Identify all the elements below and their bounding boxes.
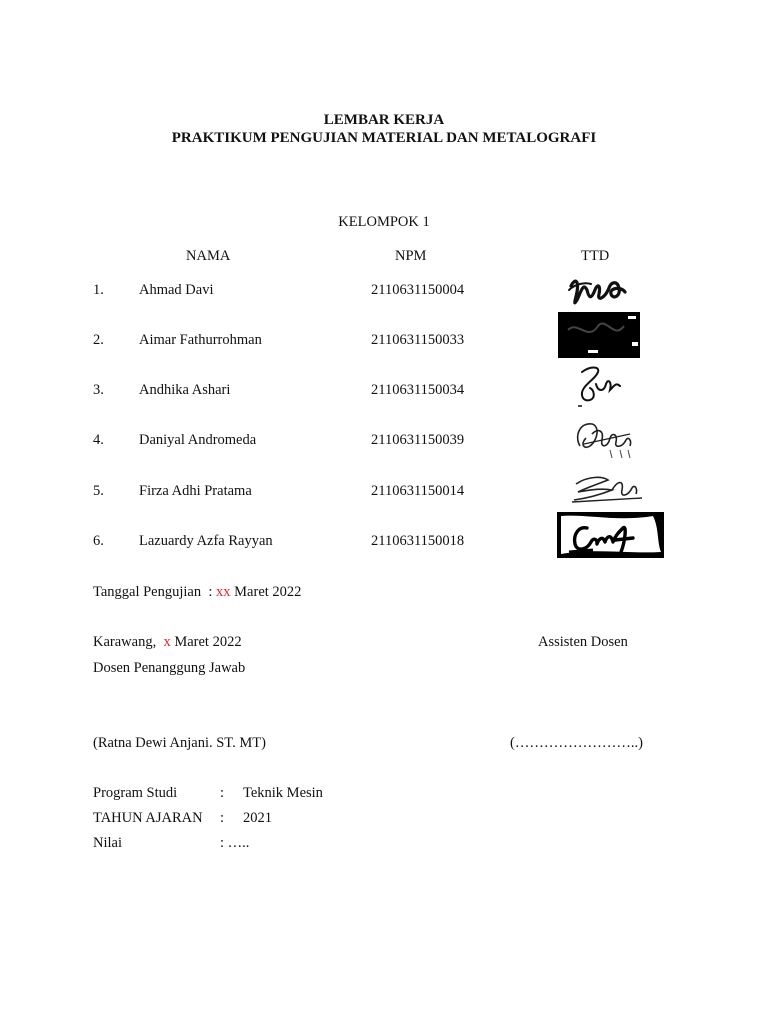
signoff-date: Maret 2022 [174,634,242,650]
member-name: Ahmad Davi [139,282,214,298]
member-name: Lazuardy Azfa Rayyan [139,533,273,549]
grade-label: Nilai [93,835,122,851]
program-value: Teknik Mesin [243,785,323,801]
row-number: 4. [93,432,104,448]
signoff-date-placeholder: x [163,634,171,650]
signature-image [565,270,631,312]
signoff-place: Karawang, [93,634,157,650]
year-separator: : [220,810,225,826]
column-header-npm: NPM [395,248,427,264]
test-date-placeholder: xx [216,584,231,600]
signature-image [558,312,640,358]
column-header-name: NAMA [186,248,231,264]
signature-image [557,512,664,558]
program-label: Program Studi [93,785,178,801]
member-name: Daniyal Andromeda [139,432,257,448]
member-npm: 2110631150014 [371,483,465,499]
member-npm: 2110631150039 [371,432,465,448]
member-name: Aimar Fathurrohman [139,332,262,348]
column-header-signature: TTD [581,248,610,264]
row-number: 1. [93,282,104,298]
signature-image [568,470,646,510]
row-number: 3. [93,382,104,398]
test-date-label: Tanggal Pengujian [93,584,202,600]
assistant-signature-blank: (……………………..) [510,735,643,751]
assistant-title: Assisten Dosen [538,634,628,650]
test-date-value: Maret 2022 [234,584,302,600]
document-subtitle: PRAKTIKUM PENGUJIAN MATERIAL DAN METALOGRAFI [171,130,597,146]
signoff-date-line [93,634,242,651]
test-date-line [93,584,301,601]
member-npm: 2110631150018 [371,533,465,549]
row-number: 5. [93,483,104,499]
member-npm: 2110631150034 [371,382,465,398]
lecturer-title: Dosen Penanggung Jawab [93,660,246,676]
year-label: TAHUN AJARAN [93,810,203,826]
test-date-separator: : [208,584,213,600]
lecturer-name: (Ratna Dewi Anjani. ST. MT) [93,735,266,751]
grade-value: : ….. [220,835,250,851]
member-npm: 2110631150033 [371,332,465,348]
year-value: 2021 [243,810,272,826]
member-npm: 2110631150004 [371,282,465,298]
member-name: Firza Adhi Pratama [139,483,252,499]
program-separator: : [220,785,225,801]
document-title: LEMBAR KERJA [323,112,445,128]
row-number: 2. [93,332,104,348]
row-number: 6. [93,533,104,549]
group-label: KELOMPOK 1 [338,214,430,230]
signature-image [570,362,626,410]
signature-image [570,414,640,462]
member-name: Andhika Ashari [139,382,231,398]
